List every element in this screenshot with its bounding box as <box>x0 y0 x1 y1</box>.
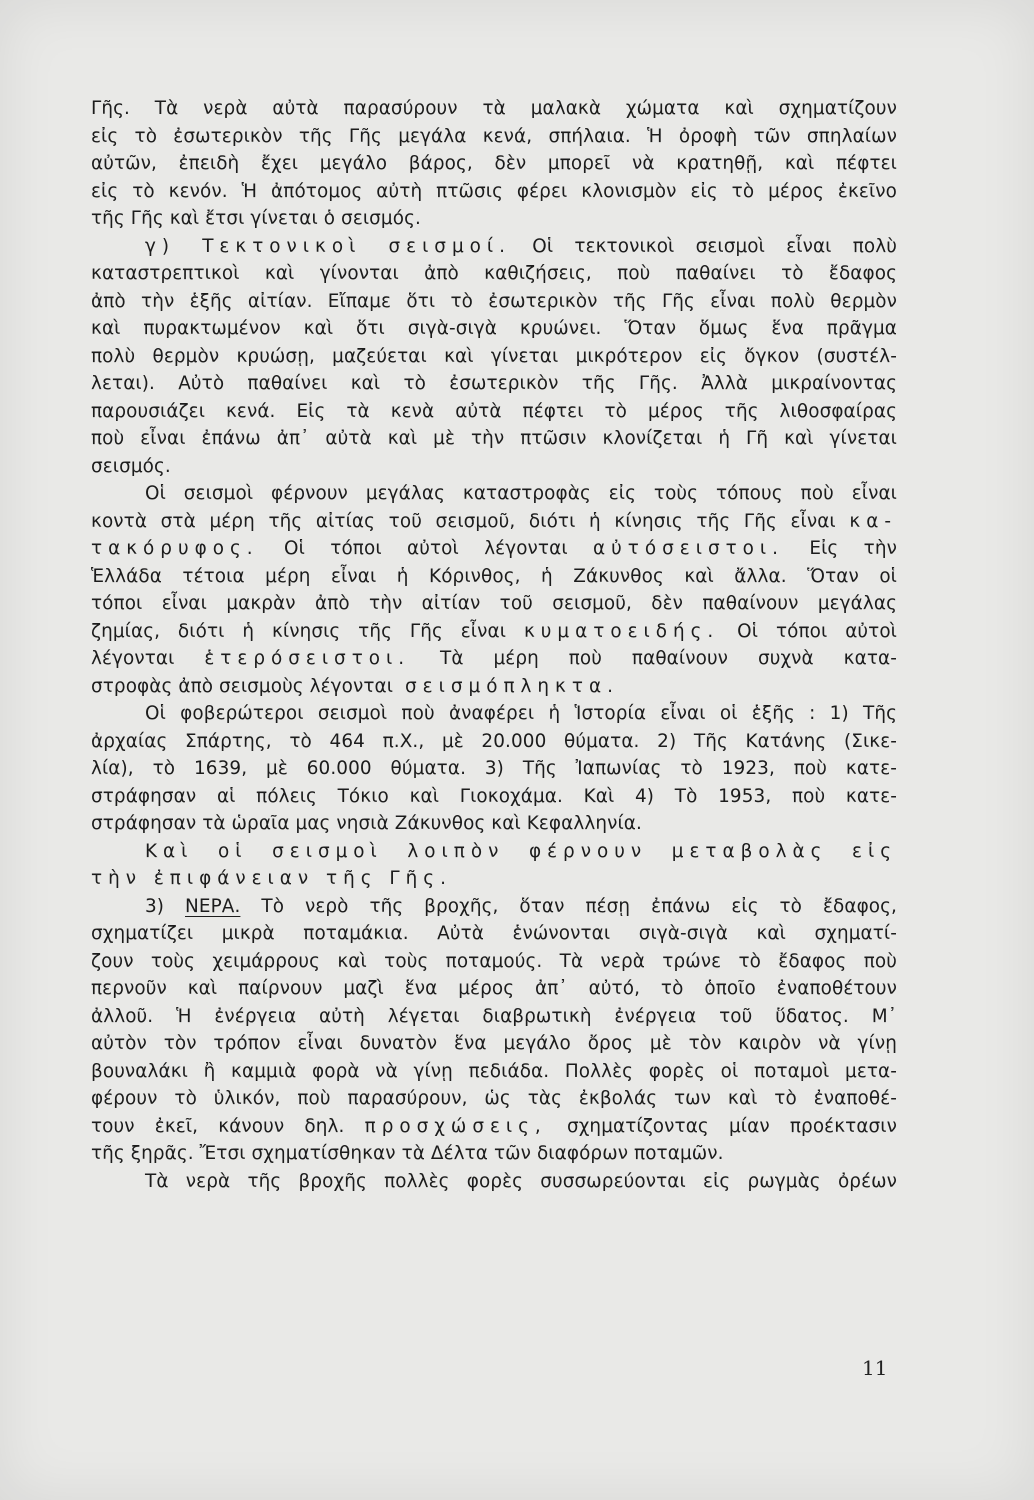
text-line <box>91 645 897 673</box>
text-line: σχηματίζει μικρὰ ποταμάκια. Αὐτὰ ἑνώνονται σιγὰ-σιγὰ καὶ σχηματί- <box>91 923 897 944</box>
text-line: αὐτῶν, ἐπειδὴ ἔχει μεγάλο βάρος, δὲν μπορεῖ νὰ κρατηθῇ, καὶ πέφτει <box>91 153 897 174</box>
section-heading-water: ΝΕΡΑ. <box>185 895 241 917</box>
text-fragment: Τὸ νερὸ τῆς βροχῆς, ὅταν πέσῃ ἐπάνω εἰς τὸ ἔδαφος, <box>261 895 898 917</box>
spaced-term: αὐτόσειστοι. <box>593 538 784 559</box>
spaced-conclusion: τὴν ἐπιφάνειαν τῆς Γῆς. <box>91 868 452 889</box>
text-line: Τὰ νερὰ τῆς βροχῆς πολλὲς φορὲς συσσωρεύονται εἰς ρωγμὰς ὀρέων <box>145 1170 897 1192</box>
text-line: Ἑλλάδα τέτοια μέρη εἶναι ἡ Κόρινθος, ἡ Ζάκυνθος καὶ ἄλλα. Ὅταν οἱ <box>91 565 897 587</box>
text-line <box>91 535 897 563</box>
spaced-term: ἑτερόσειστοι. <box>204 648 411 669</box>
text-line <box>91 508 897 536</box>
text-line: τῆς Γῆς καὶ ἔτσι γίνεται ὁ σεισμός. <box>91 208 421 229</box>
text-line <box>91 673 897 701</box>
text-line <box>91 233 897 261</box>
text-line: ζουν τοὺς χειμάρρους καὶ τοὺς ποταμούς. Τὰ νερὰ τρώνε τὸ ἔδαφος ποὺ <box>91 950 897 972</box>
text-line: φέρουν τὸ ὑλικόν, ποὺ παρασύρουν, ὡς τὰς ἐκβολάς των καὶ τὸ ἐναποθέ- <box>91 1088 897 1109</box>
text-line: αὐτὸν τὸν τρόπον εἶναι δυνατὸν ἕνα μεγάλο ὄρος μὲ τὸν καιρὸν νὰ γίνῃ <box>91 1033 897 1054</box>
text-line: Οἱ φοβερώτεροι σεισμοὶ ποὺ ἀναφέρει ἡ Ἱστορία εἶναι οἱ ἑξῆς : 1) Τῆς <box>145 703 897 724</box>
text-fragment: ζημίας, διότι ἡ κίνησις τῆς Γῆς εἶναι <box>91 620 507 642</box>
text-line: καὶ πυρακτωμένον καὶ ὅτι σιγὰ-σιγὰ κρυώνει. Ὅταν ὅμως ἕνα πρᾶγμα <box>91 318 897 339</box>
text-fragment: στροφὰς ἀπὸ σεισμοὺς λέγονται <box>91 675 394 697</box>
text-line: περνοῦν καὶ παίρνουν μαζὶ ἕνα μέρος ἀπ᾿ αὐτό, τὸ ὁποῖο ἐναποθέτουν <box>91 978 897 999</box>
text-line: εἰς τὸ ἐσωτερικὸν τῆς Γῆς μεγάλα κενά, σπήλαια. Ἡ ὀροφὴ τῶν σπηλαίων <box>91 125 897 147</box>
text-line: ἀρχαίας Σπάρτης, τὸ 464 π.Χ., μὲ 20.000 θύματα. 2) Τῆς Κατάνης (Σικε- <box>91 730 897 752</box>
text-line: λεται). Αὐτὸ παθαίνει καὶ τὸ ἐσωτερικὸν τῆς Γῆς. Ἀλλὰ μικραίνοντας <box>91 373 897 394</box>
text-line: στράφησαν τὰ ὡραῖα μας νησιὰ Ζάκυνθος καὶ Κεφαλληνία. <box>91 813 642 834</box>
text-line: βουναλάκι ἢ καμμιὰ φορὰ νὰ γίνῃ πεδιάδα. Πολλὲς φορὲς οἱ ποταμοὶ μετα- <box>91 1060 897 1082</box>
text-line: ποὺ εἶναι ἐπάνω ἀπ᾿ αὐτὰ καὶ μὲ τὴν πτῶσιν κλονίζεται ἡ Γῆ καὶ γίνεται <box>91 428 897 449</box>
text-fragment: Εἰς τὴν <box>809 538 897 559</box>
spaced-term: κυματοειδής. <box>523 620 720 642</box>
text-line: στράφησαν αἱ πόλεις Τόκιο καὶ Γιοκοχάμα. Καὶ 4) Τὸ 1953, ποὺ κατε- <box>91 785 897 807</box>
text-fragment: Τὰ μέρη ποὺ παθαίνουν συχνὰ κατα- <box>440 648 897 669</box>
spaced-term: κα- <box>849 510 897 532</box>
text-line: πολὺ θερμὸν κρυώσῃ, μαζεύεται καὶ γίνεται μικρότερον εἰς ὄγκον (συστέλ- <box>91 345 897 367</box>
text-line: ἀπὸ τὴν ἑξῆς αἰτίαν. Εἴπαμε ὅτι τὸ ἐσωτερικὸν τῆς Γῆς εἶναι πολὺ θερμὸν <box>91 290 897 312</box>
text-line: σεισμός. <box>91 455 171 477</box>
text-line: εἰς τὸ κενόν. Ἡ ἀπότομος αὐτὴ πτῶσις φέρει κλονισμὸν εἰς τὸ μέρος ἐκεῖνο <box>91 180 897 202</box>
text-line: καταστρεπτικοὶ καὶ γίνονται ἀπὸ καθιζήσεις, ποὺ παθαίνει τὸ ἔδαφος <box>91 263 897 284</box>
text-line: Οἱ σεισμοὶ φέρνουν μεγάλας καταστροφὰς εἰς τοὺς τόπους ποὺ εἶναι <box>145 483 897 504</box>
text-fragment: σχηματίζοντας μίαν προέκτασιν <box>566 1115 897 1137</box>
text-fragment: τουν ἐκεῖ, κάνουν δηλ. <box>91 1115 345 1137</box>
text-line: παρουσιάζει κενά. Εἰς τὰ κενὰ αὐτὰ πέφτει τὸ μέρος τῆς λιθοσφαίρας <box>91 400 897 422</box>
spaced-conclusion: Καὶ οἱ σεισμοὶ λοιπὸν φέρνουν μεταβολὰς εἰς <box>145 840 897 862</box>
text-fragment: λέγονται <box>91 648 175 669</box>
text-line: τόποι εἶναι μακρὰν ἀπὸ τὴν αἰτίαν τοῦ σεισμοῦ, δὲν παθαίνουν μεγάλας <box>91 593 897 614</box>
body-text <box>91 95 897 1195</box>
text-fragment: Οἱ τόποι αὐτοὶ <box>737 620 898 642</box>
text-line <box>91 893 897 921</box>
section-number: 3) <box>145 895 165 917</box>
page-number: 11 <box>862 1356 888 1380</box>
spaced-term: σεισμόπληκτα. <box>405 675 619 697</box>
text-line: ἀλλοῦ. Ἡ ἐνέργεια αὐτὴ λέγεται διαβρωτικὴ ἐνέργεια τοῦ ὕδατος. Μ᾿ <box>91 1005 897 1027</box>
text-fragment: Οἱ τόποι αὐτοὶ λέγονται <box>284 538 568 559</box>
text-line: Γῆς. Τὰ νερὰ αὐτὰ παρασύρουν τὰ μαλακὰ χώματα καὶ σχηματίζουν <box>91 98 897 119</box>
text-line: τῆς ξηρᾶς. Ἔτσι σχηματίσθηκαν τὰ Δέλτα τῶν διαφόρων ποταμῶν. <box>91 1143 724 1164</box>
text-line <box>91 1113 897 1141</box>
subheading-tectonic: γ) Τεκτονικοὶ σεισμοί. <box>145 235 511 257</box>
text-fragment: Οἱ τεκτονικοὶ σεισμοὶ εἶναι πολὺ <box>532 235 897 257</box>
text-fragment: κοντὰ στὰ μέρη τῆς αἰτίας τοῦ σεισμοῦ, διότι ἡ κίνησις τῆς Γῆς εἶναι <box>91 510 836 532</box>
text-line <box>91 618 897 646</box>
spaced-term: τακόρυφος. <box>91 538 259 559</box>
text-line: λία), τὸ 1639, μὲ 60.000 θύματα. 3) Τῆς Ἰαπωνίας τὸ 1923, ποὺ κατε- <box>91 758 897 779</box>
spaced-term: προσχώσεις, <box>364 1115 547 1137</box>
